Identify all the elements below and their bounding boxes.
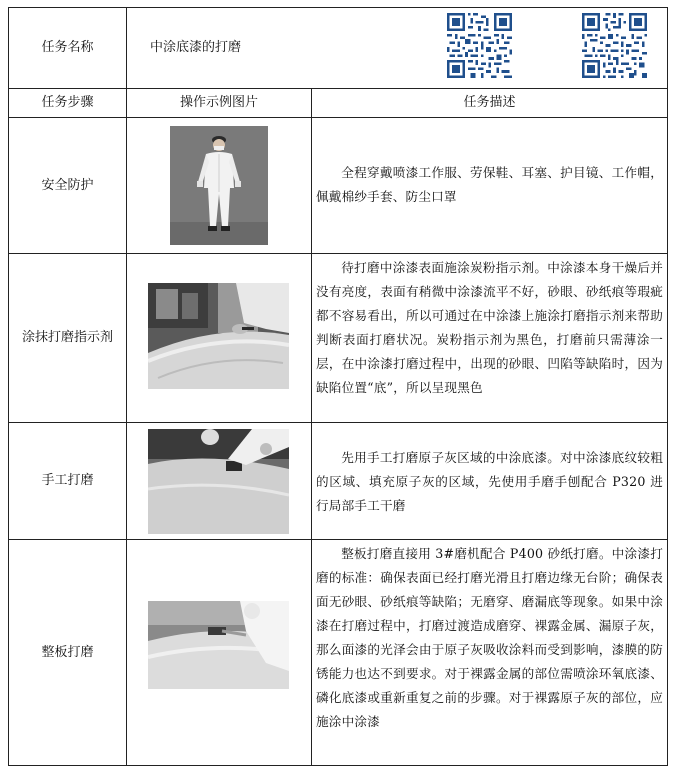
table-border-bottom [8,765,668,766]
column-header-description: 任务描述 [463,95,516,111]
photo-hand-sanding [148,429,289,534]
step-label-safety: 安全防护 [41,177,94,193]
photo-apply-indicator [148,283,289,389]
step-description-panel-sanding [316,542,663,734]
description-text: 先用手工打磨原子灰区域的中涂底漆。对中涂漆底纹较粗的区域、填充原子灰的区域，先使用手磨手刨配合 P320 进行局部手工干磨 [316,450,663,513]
step-label-panel-sanding: 整板打磨 [41,644,94,660]
photo-panel-sanding [148,601,289,689]
step-label-hand-sanding: 手工打磨 [41,473,94,489]
task-name-value: 中涂底漆的打磨 [150,40,242,56]
step-description-hand-sanding [316,446,663,518]
description-text: 全程穿戴喷漆工作服、劳保鞋、耳塞、护目镜、工作帽，佩戴棉纱手套、防尘口罩 [316,165,663,204]
description-text: 整板打磨直接用 3#磨机配合 P400 砂纸打磨。中涂漆打磨的标准：确保表面已经打磨光滑且打磨边缘无台阶；确保表面无砂眼、砂纸痕等缺陷；无磨穿、磨漏底等现象。如果中涂漆在打磨过程中，打磨过渡造成磨穿、裸露金属、漏原子灰，那么面漆的光泽会由于原子灰吸收涂料而受到影响，漆膜的防锈能力也达不到要求。对于裸露金属的部位需喷涂环氧底漆、磷化底漆或重新重复之前的步骤。对于裸露原子灰的部位，应施涂中涂漆 [316,546,663,729]
qr-code-icon [447,13,512,78]
task-name-label: 任务名称 [41,40,94,56]
description-text: 待打磨中涂漆表面施涂炭粉指示剂。中涂漆本身干燥后并没有亮度，表面有稍微中涂漆流平不好，砂眼、砂纸痕等瑕疵都不容易看出，所以可通过在中涂漆上施涂打磨指示剂来帮助判断表面打磨状况。炭粉指示剂为黑色，打磨前只需薄涂一层，在中涂漆打磨过程中，出现的砂眼、凹陷等缺陷时，因为缺陷位置“底”，所以呈现黑色 [316,260,663,395]
step-label-indicator: 涂抹打磨指示剂 [21,330,113,346]
photo-protective-suit [170,126,268,245]
step-description-safety [316,161,663,209]
step-description-indicator [316,256,663,400]
qr-code-icon [582,13,647,78]
column-divider [126,7,127,766]
column-header-image: 操作示例图片 [179,95,258,111]
column-header-step: 任务步骤 [41,95,94,111]
table-border-right [667,7,668,766]
column-divider [311,88,312,766]
